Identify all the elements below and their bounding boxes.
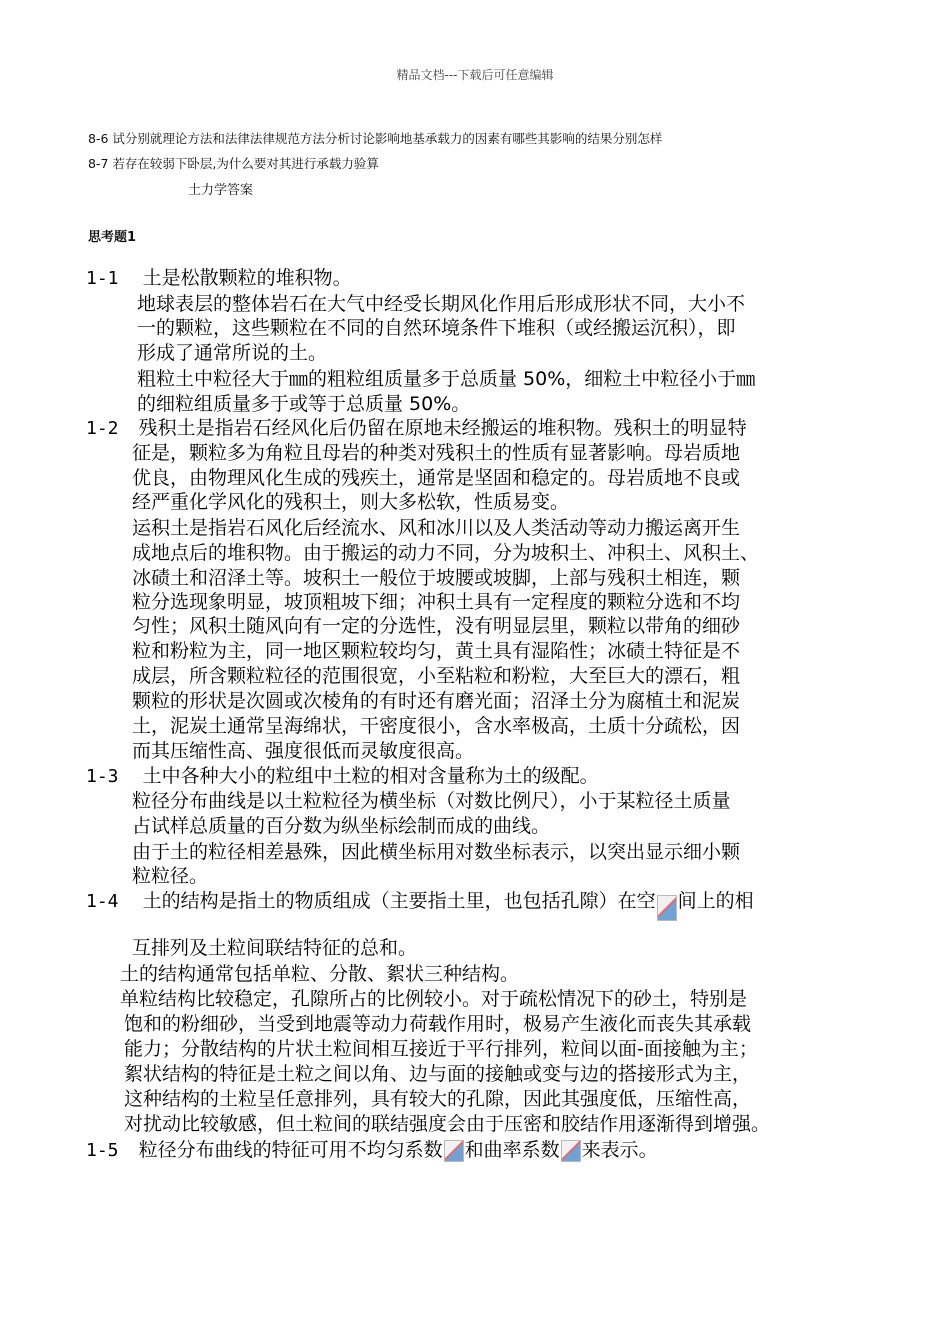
paragraph-line: 成地点后的堆积物。由于搬运的动力不同，分为坡积土、冲积土、风积土、 <box>132 542 760 564</box>
paragraph-line: 对扰动比较敏感，但土粒间的联结强度会由于压密和胶结作用逐渐得到增强。 <box>124 1113 771 1135</box>
broken-image-icon <box>561 1140 581 1162</box>
paragraph-line: 经严重化学风化的残积土，则大多松软，性质易变。 <box>132 491 570 513</box>
paragraph-line: 粗粒土中粒径大于㎜的粗粒组质量多于总质量 50%，细粒土中粒径小于㎜ <box>137 368 756 390</box>
answer-text-continued: 间上的相 <box>677 890 754 912</box>
paragraph-line: 占试样总质量的百分数为纵坐标绘制而成的曲线。 <box>132 815 551 837</box>
answer-text: 粒径分布曲线的特征可用不均匀系数 <box>138 1139 443 1161</box>
paragraph-line: 形成了通常所说的土。 <box>137 342 328 364</box>
paragraph-line: 能力；分散结构的片状土粒间相互接近于平行排列，粒间以面-面接触为主； <box>124 1038 758 1060</box>
page-header: 精品文档---下载后可任意编辑 <box>396 68 554 82</box>
paragraph-line: 一的颗粒，这些颗粒在不同的自然环境条件下堆积（或经搬运沉积），即 <box>137 317 736 339</box>
answer-text: 土中各种大小的粒组中土粒的相对含量称为土的级配。 <box>142 765 599 787</box>
paragraph-line: 粒和粉粒为主，同一地区颗粒较均匀，黄土具有湿陷性；冰碛土特征是不 <box>132 640 741 662</box>
answer-1-5 <box>86 1138 658 1163</box>
paragraph-line: 成层，所含颗粒粒径的范围很宽，小至粘粒和粉粒，大至巨大的漂石，粗 <box>132 665 741 687</box>
paragraph-line: 粒径分布曲线是以土粒粒径为横坐标（对数比例尺），小于某粒径土质量 <box>132 790 731 812</box>
paragraph-line: 饱和的粉细砂，当受到地震等动力荷载作用时，极易产生液化而丧失其承载 <box>124 1013 752 1035</box>
question-8-6: 8-6 试分别就理论方法和法律法律规范方法分析讨论影响地基承载力的因素有哪些其影响的结果分别怎样 <box>88 131 663 146</box>
broken-image-icon <box>657 895 677 921</box>
paragraph-line: 征是，颗粒多为角粒且母岩的种类对残积土的性质有显著影响。母岩质地 <box>132 442 741 464</box>
paragraph-line: 地球表层的整体岩石在大气中经受长期风化作用后形成形状不同，大小不 <box>137 293 746 315</box>
item-number: 1-2 <box>86 418 119 439</box>
paragraph-line: 单粒结构比较稳定，孔隙所占的比例较小。对于疏松情况下的砂土，特别是 <box>120 988 748 1010</box>
answer-1-2 <box>86 416 747 441</box>
item-number: 1-4 <box>86 891 119 912</box>
answer-text-continued: 和曲率系数 <box>464 1139 560 1161</box>
paragraph-line: 絮状结构的特征是土粒之间以角、边与面的接触或变与边的搭接形式为主， <box>124 1063 752 1085</box>
paragraph-line: 颗粒的形状是次圆或次棱角的有时还有磨光面；沼泽土分为腐植土和泥炭 <box>132 690 741 712</box>
answer-text: 土的结构是指土的物质组成（主要指土里，也包括孔隙）在空 <box>142 890 656 912</box>
answer-text: 残积土是指岩石经风化后仍留在原地未经搬运的堆积物。残积土的明显特 <box>138 417 747 439</box>
paragraph-line: 优良，由物理风化生成的残疾土，通常是坚固和稳定的。母岩质地不良或 <box>132 467 741 489</box>
question-8-7: 8-7 若存在较弱下卧层,为什么要对其进行承载力验算 <box>88 156 379 171</box>
paragraph-line: 匀性；风积土随风向有一定的分选性，没有明显层里，颗粒以带角的细砂 <box>132 615 741 637</box>
section-title: 思考题1 <box>88 230 137 245</box>
paragraph-line: 的细粒组质量多于或等于总质量 50%。 <box>137 393 471 415</box>
paragraph-line: 粒粒径。 <box>132 865 209 887</box>
paragraph-line: 土的结构通常包括单粒、分散、絮状三种结构。 <box>120 963 520 985</box>
paragraph-line: 由于土的粒径相差悬殊，因此横坐标用对数坐标表示，以突出显示细小颗 <box>132 841 741 863</box>
answer-1-3 <box>86 764 599 789</box>
answer-text-end: 来表示。 <box>581 1139 658 1161</box>
item-number: 1-5 <box>86 1140 119 1161</box>
broken-image-icon <box>444 1140 464 1162</box>
answer-title: 土力学答案 <box>188 183 254 198</box>
item-number: 1-3 <box>86 766 119 787</box>
answer-1-4 <box>86 889 754 921</box>
paragraph-line: 互排列及土粒间联结特征的总和。 <box>132 937 418 959</box>
item-number: 1-1 <box>86 268 119 289</box>
answer-text: 土是松散颗粒的堆积物。 <box>142 267 352 289</box>
paragraph-line: 冰碛土和沼泽土等。坡积土一般位于坡腰或坡脚，上部与残积土相连，颗 <box>132 567 741 589</box>
answer-1-1 <box>86 266 352 291</box>
paragraph-line: 这种结构的土粒呈任意排列，具有较大的孔隙，因此其强度低，压缩性高， <box>124 1088 752 1110</box>
paragraph-line: 运积土是指岩石风化后经流水、风和冰川以及人类活动等动力搬运离开生 <box>132 517 741 539</box>
paragraph-line: 而其压缩性高、强度很低而灵敏度很高。 <box>132 740 475 762</box>
paragraph-line: 土，泥炭土通常呈海绵状，干密度很小，含水率极高，土质十分疏松，因 <box>132 715 741 737</box>
paragraph-line: 粒分选现象明显，坡顶粗坡下细；冲积土具有一定程度的颗粒分选和不均 <box>132 591 741 613</box>
